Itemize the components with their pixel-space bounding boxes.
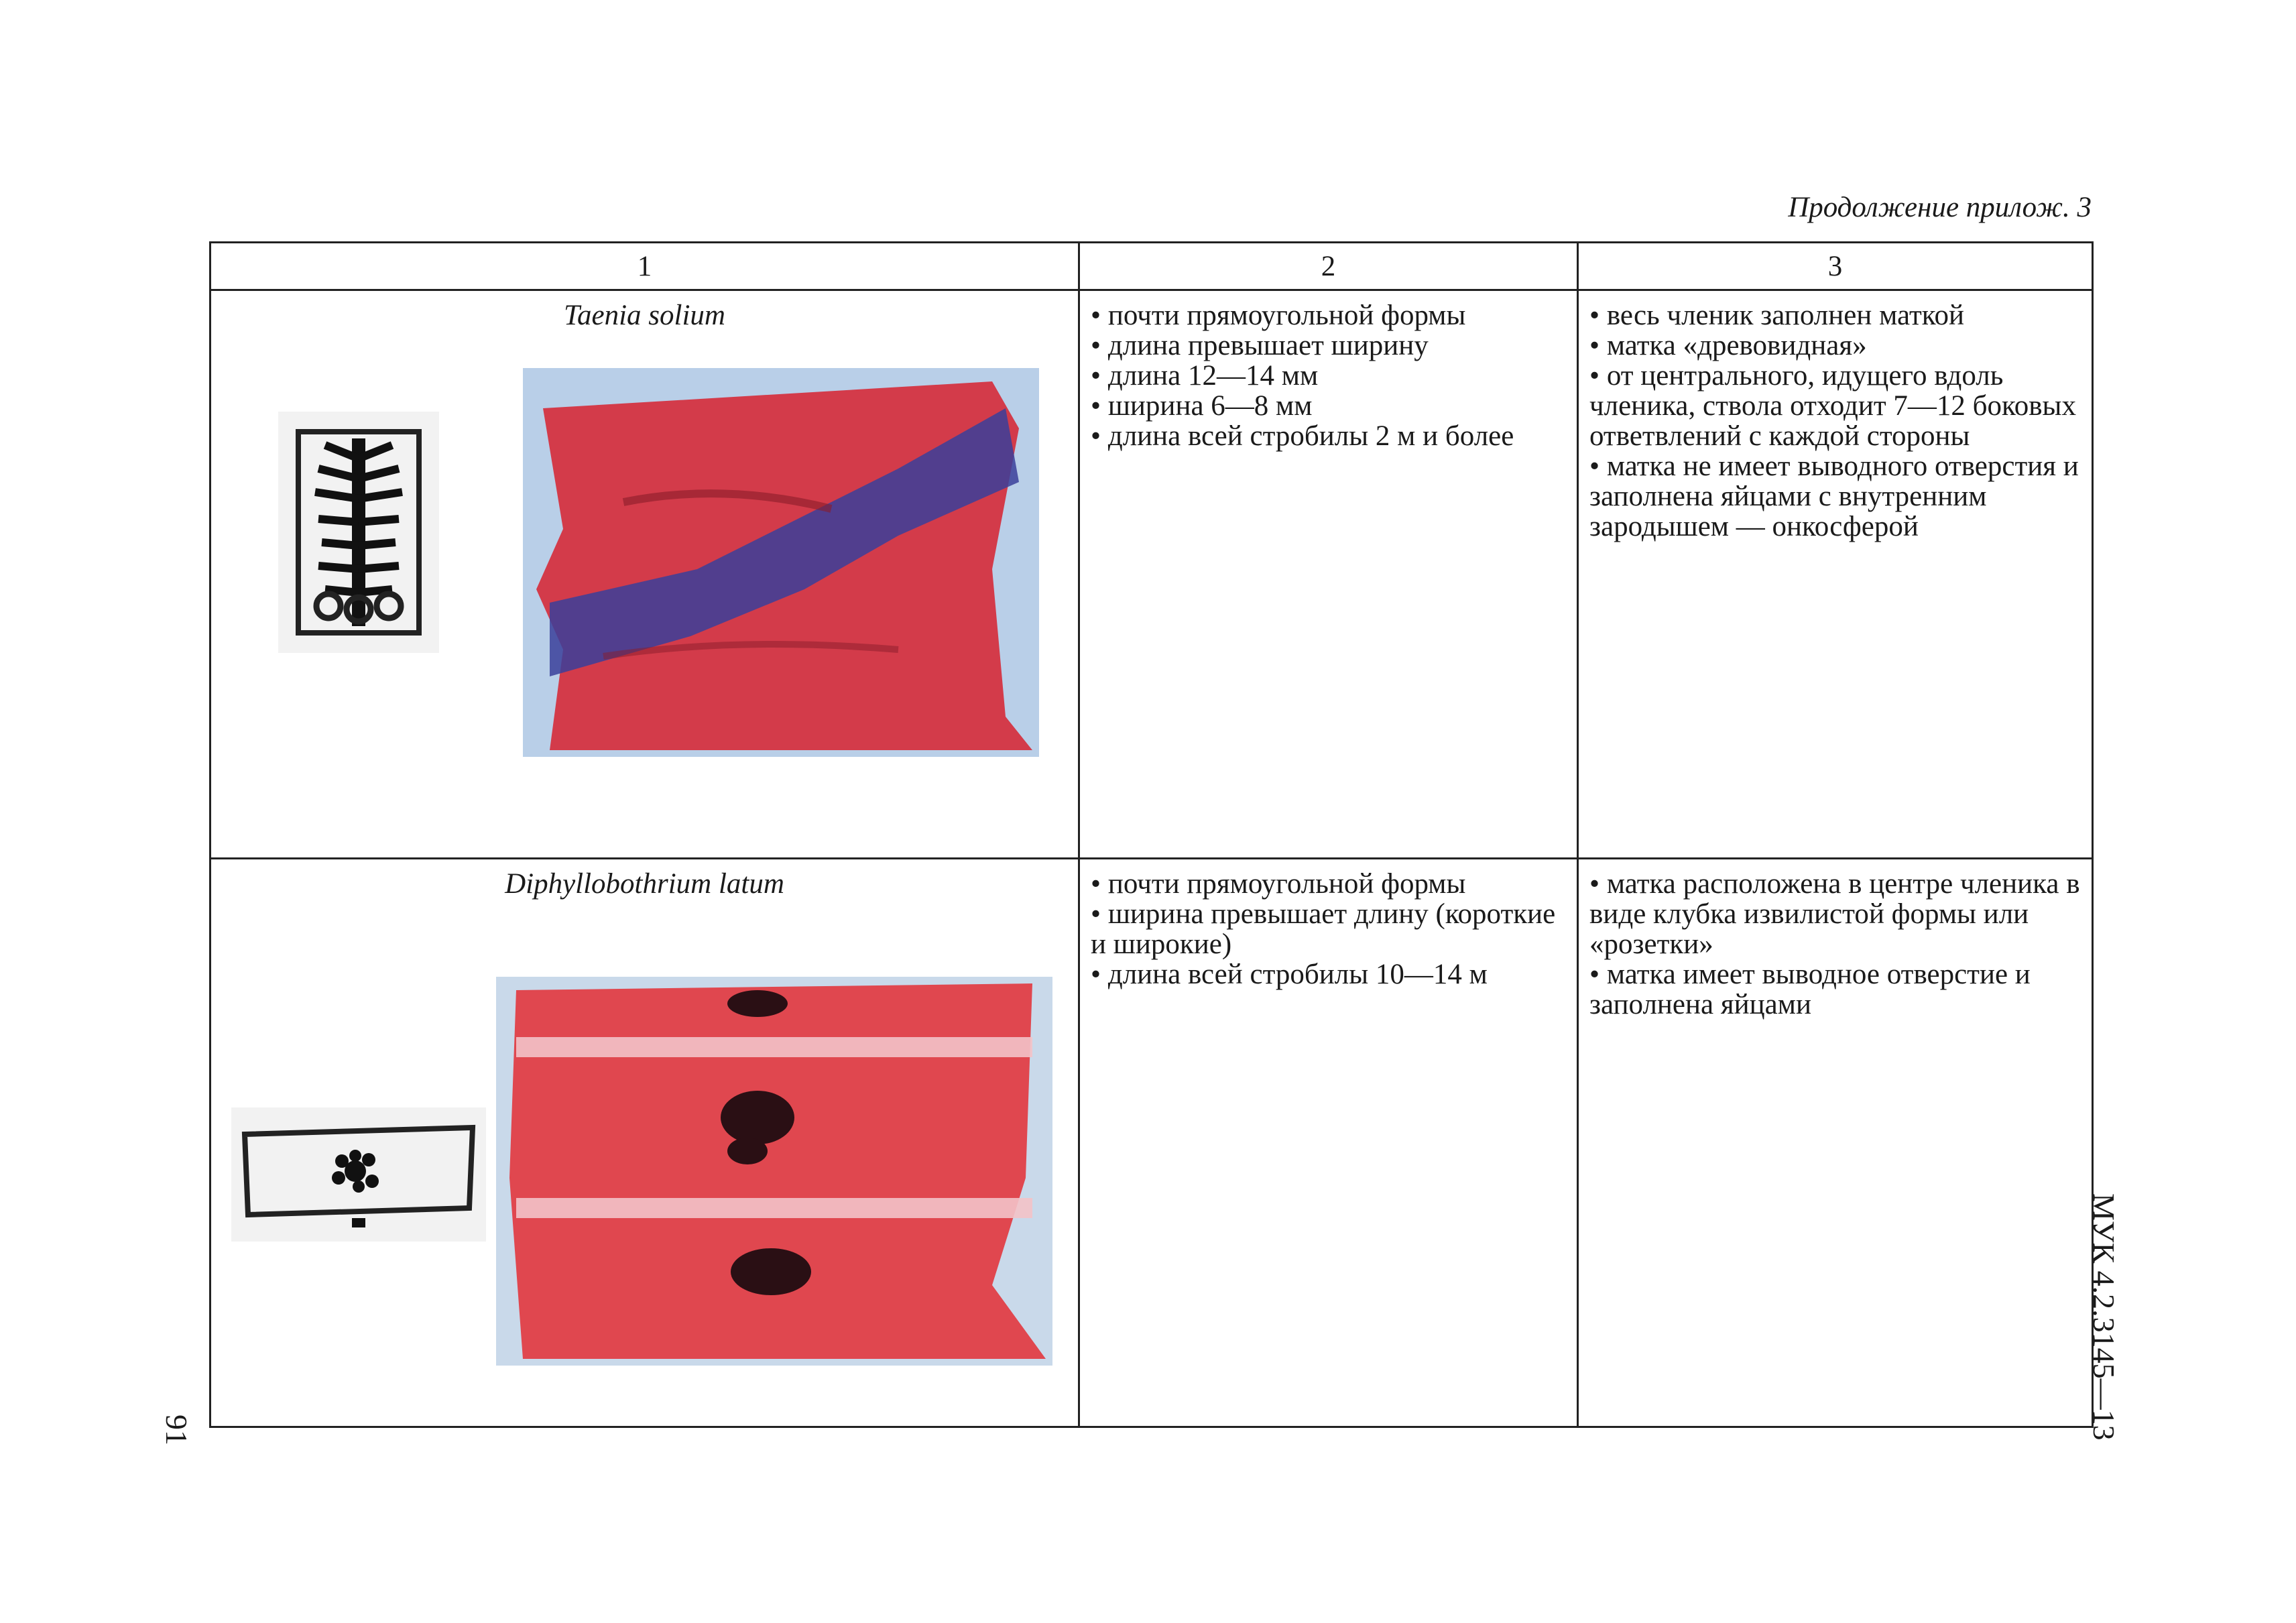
proglottid-sketch: [231, 1107, 486, 1242]
proglottid-photo: [496, 977, 1052, 1366]
list-item: • длина превышает ширину: [1091, 330, 1566, 361]
shape-description-cell: [1079, 859, 1578, 1427]
list-item: • ширина превышает длину (короткие и широкие): [1091, 899, 1566, 959]
table-header-row: [210, 243, 2093, 290]
continuation-note: Продолжение прилож. 3: [1788, 192, 2092, 223]
list-item: • почти прямоугольной формы: [1091, 869, 1566, 899]
proglottid-table: [209, 241, 2094, 1428]
list-item: • длина 12—14 мм: [1091, 361, 1566, 391]
shape-description-cell: [1079, 290, 1578, 859]
list-item: • матка не имеет выводного отверстия и заполнена яйцами с внутренним зародышем — онкосферой: [1589, 451, 2081, 542]
uterus-description-cell: [1578, 859, 2093, 1427]
list-item: • от центрального, идущего вдоль членика, ствола отходит 7—12 боковых ответвлений с каждой стороны: [1589, 361, 2081, 451]
list-item: • весь членик заполнен маткой: [1589, 300, 2081, 330]
list-item: • длина всей стробилы 2 м и более: [1091, 421, 1566, 451]
document-code: МУК 4.2.3145—13: [2087, 1193, 2121, 1441]
proglottid-photo: [523, 368, 1039, 757]
column-header-2: 2: [1079, 243, 1578, 290]
table-row: [210, 859, 2093, 1427]
species-name: Taenia solium: [564, 300, 725, 332]
list-item: • матка расположена в центре членика в виде клубка извилистой формы или «розетки»: [1589, 869, 2081, 959]
list-item: • почти прямоугольной формы: [1091, 300, 1566, 330]
species-name: Diphyllobothrium latum: [505, 868, 784, 900]
list-item: • матка «древовидная»: [1589, 330, 2081, 361]
table-row: [210, 290, 2093, 859]
column-header-3: 3: [1578, 243, 2093, 290]
column-header-1: 1: [210, 243, 1079, 290]
list-item: • матка имеет выводное отверстие и заполнена яйцами: [1589, 959, 2081, 1020]
specimen-cell-taenia: [210, 290, 1079, 859]
specimen-cell-diphyllobothrium: [210, 859, 1079, 1427]
list-item: • длина всей стробилы 10—14 м: [1091, 959, 1566, 989]
uterus-description-cell: [1578, 290, 2093, 859]
page-number: 91: [160, 1415, 194, 1445]
proglottid-sketch: [271, 405, 446, 660]
list-item: • ширина 6—8 мм: [1091, 391, 1566, 421]
